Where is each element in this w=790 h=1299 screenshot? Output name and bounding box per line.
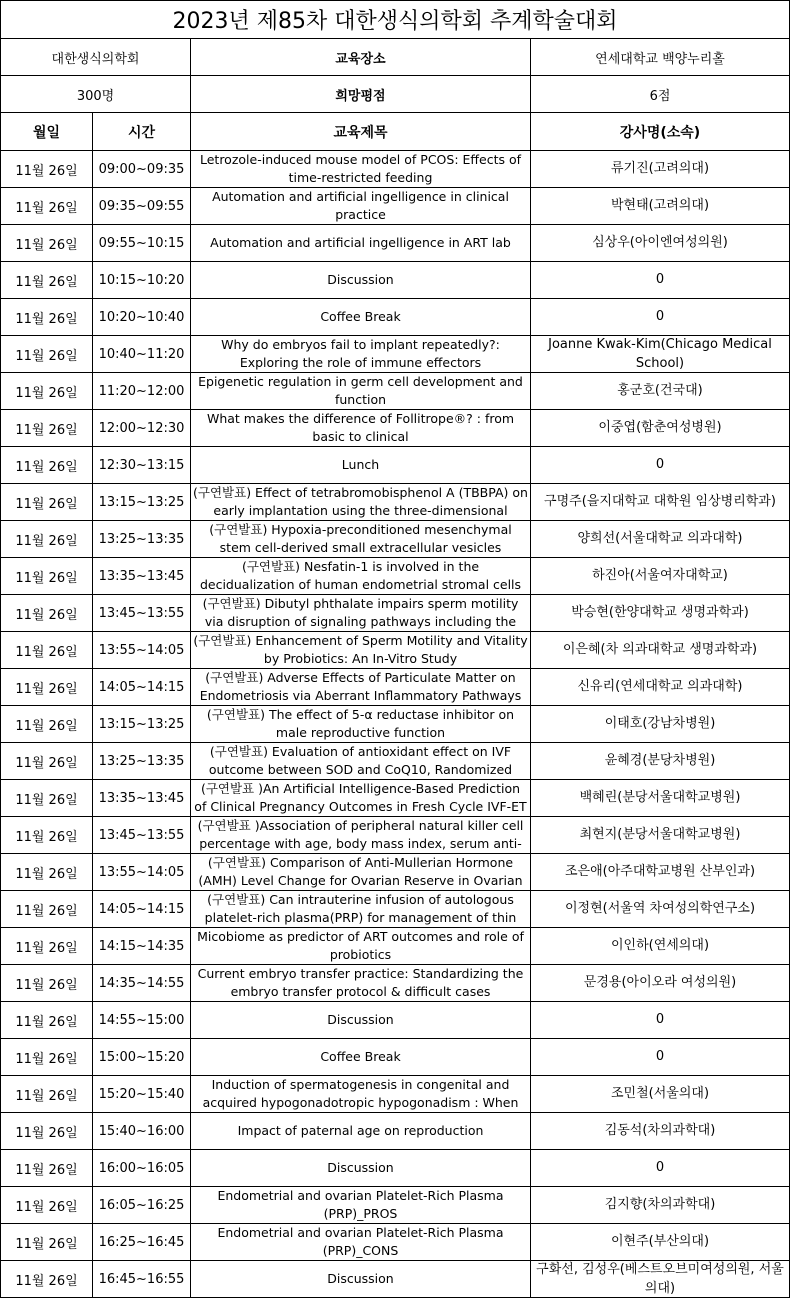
row-lecturer-text: 조민철(서울의대) (610, 1085, 710, 1101)
row-topic-text: Discussion (327, 271, 394, 287)
row-time: 15:40~16:00 (93, 1113, 191, 1150)
row-topic (191, 854, 531, 891)
row-topic-text: Epigenetic regulation in germ cell development and function (198, 374, 523, 408)
row-date: 11월 26일 (1, 447, 93, 484)
row-topic-text: Discussion (327, 1159, 394, 1175)
row-lecturer-text: 이인하(연세의대) (610, 937, 710, 953)
row-date: 11월 26일 (1, 521, 93, 558)
row-date: 11월 26일 (1, 669, 93, 706)
table-row (1, 1076, 790, 1113)
row-time: 10:15~10:20 (93, 262, 191, 299)
row-date: 11월 26일 (1, 1224, 93, 1261)
row-lecturer-text: 류기진(고려의대) (610, 160, 710, 176)
table-row (1, 262, 790, 299)
row-topic-text: Lunch (341, 456, 380, 472)
row-lecturer (531, 1187, 790, 1224)
row-date: 11월 26일 (1, 1076, 93, 1113)
row-lecturer (531, 262, 790, 299)
row-lecturer-text: 김지향(차의과학대) (604, 1196, 716, 1212)
row-lecturer (531, 188, 790, 225)
row-time: 15:20~15:40 (93, 1076, 191, 1113)
score-label: 희망평점 (191, 76, 531, 113)
row-time: 16:05~16:25 (93, 1187, 191, 1224)
row-lecturer-text: 최현지(분당서울대학교병원) (579, 826, 741, 842)
row-date: 11월 26일 (1, 1150, 93, 1187)
row-lecturer-text: 신유리(연세대학교 의과대학) (577, 678, 743, 694)
row-lecturer-text: 이중엽(함춘여성병원) (598, 419, 722, 435)
row-time: 10:40~11:20 (93, 336, 191, 373)
row-lecturer (531, 595, 790, 632)
table-row (1, 928, 790, 965)
capacity-value: 300명 (1, 76, 191, 113)
row-topic (191, 965, 531, 1002)
row-topic (191, 558, 531, 595)
table-row (1, 706, 790, 743)
row-date: 11월 26일 (1, 410, 93, 447)
row-time: 16:45~16:55 (93, 1261, 191, 1298)
table-row (1, 743, 790, 780)
row-lecturer (531, 854, 790, 891)
row-lecturer-text: 조은애(아주대학교병원 산부인과) (564, 863, 756, 879)
row-date: 11월 26일 (1, 1261, 93, 1298)
row-lecturer (531, 928, 790, 965)
table-row (1, 299, 790, 336)
row-lecturer (531, 1150, 790, 1187)
row-date: 11월 26일 (1, 854, 93, 891)
row-date: 11월 26일 (1, 891, 93, 928)
table-row (1, 484, 790, 521)
row-lecturer (531, 706, 790, 743)
row-time: 14:05~14:15 (93, 891, 191, 928)
row-topic (191, 669, 531, 706)
row-lecturer (531, 558, 790, 595)
table-row (1, 558, 790, 595)
row-topic-text: (구연발표) Hypoxia-preconditioned mesenchymal stem cell-derived small extracellular vesicles (209, 522, 512, 556)
row-topic-text: (구연발표) Dibutyl phthalate impairs sperm motility via disruption of signaling pathways including the (202, 596, 519, 630)
row-topic-text: (구연발표) Enhancement of Sperm Motility and Vitality by Probiotics: An In-Vitro Study (193, 633, 528, 667)
row-topic (191, 1113, 531, 1150)
row-topic-text: Why do embryos fail to implant repeatedly?: Exploring the role of immune effectors (221, 337, 500, 371)
row-time: 13:15~13:25 (93, 484, 191, 521)
row-time: 15:00~15:20 (93, 1039, 191, 1076)
row-time: 13:15~13:25 (93, 706, 191, 743)
row-topic-text: (구연발표) The effect of 5-α reductase inhibitor on male reproductive function (206, 707, 515, 741)
row-lecturer (531, 373, 790, 410)
table-row (1, 1150, 790, 1187)
row-topic (191, 1002, 531, 1039)
row-time: 14:15~14:35 (93, 928, 191, 965)
row-lecturer-text: 문경용(아이오라 여성의원) (583, 974, 737, 990)
row-lecturer (531, 891, 790, 928)
row-topic-text: Induction of spermatogenesis in congenital and acquired hypogonadotropic hypogonadism : When (202, 1077, 519, 1111)
row-lecturer-text: 윤혜경(분당차병원) (604, 752, 716, 768)
row-topic (191, 1150, 531, 1187)
row-date: 11월 26일 (1, 1113, 93, 1150)
table-row (1, 780, 790, 817)
row-time: 10:20~10:40 (93, 299, 191, 336)
row-time: 14:05~14:15 (93, 669, 191, 706)
row-lecturer (531, 1002, 790, 1039)
row-lecturer (531, 225, 790, 262)
row-topic-text: (구연발표) Evaluation of antioxidant effect on IVF outcome between SOD and CoQ10, Randomized (208, 744, 513, 778)
table-row (1, 1224, 790, 1261)
row-topic-text: (구연발표 )Association of peripheral natural killer cell percentage with age, body mass index, serum anti- (197, 818, 524, 852)
row-date: 11월 26일 (1, 262, 93, 299)
row-lecturer (531, 1261, 790, 1298)
row-topic-text: Discussion (327, 1270, 394, 1286)
row-lecturer (531, 743, 790, 780)
row-time: 12:00~12:30 (93, 410, 191, 447)
row-topic-text: (구연발표) Comparison of Anti-Mullerian Hormone (AMH) Level Change for Ovarian Reserve in Ovarian (198, 855, 523, 889)
row-topic (191, 780, 531, 817)
row-date: 11월 26일 (1, 1039, 93, 1076)
row-topic (191, 484, 531, 521)
row-lecturer-text: 0 (655, 1011, 665, 1027)
table-row (1, 817, 790, 854)
row-lecturer (531, 817, 790, 854)
row-lecturer-text: 0 (655, 271, 665, 287)
row-date: 11월 26일 (1, 965, 93, 1002)
table-row (1, 891, 790, 928)
row-topic (191, 928, 531, 965)
row-lecturer-text: 이현주(부산의대) (610, 1233, 710, 1249)
row-topic-text: Discussion (327, 1011, 394, 1027)
row-lecturer (531, 780, 790, 817)
table-row (1, 336, 790, 373)
column-header-lecturer: 강사명(소속) (531, 113, 790, 151)
organizer-value: 대한생식의학회 (1, 39, 191, 76)
row-topic (191, 447, 531, 484)
table-row (1, 632, 790, 669)
row-date: 11월 26일 (1, 928, 93, 965)
row-lecturer (531, 1224, 790, 1261)
row-time: 09:35~09:55 (93, 188, 191, 225)
row-topic-text: Letrozole-induced mouse model of PCOS: Effects of time-restricted feeding (199, 152, 522, 186)
row-topic-text: (구연발표) Can intrauterine infusion of autologous platelet-rich plasma(PRP) for management of thin (204, 892, 517, 926)
table-row (1, 1002, 790, 1039)
table-row (1, 669, 790, 706)
row-time: 14:35~14:55 (93, 965, 191, 1002)
row-date: 11월 26일 (1, 1187, 93, 1224)
column-header-time: 시간 (93, 113, 191, 151)
row-topic-text: Micobiome as predictor of ART outcomes and role of probiotics (197, 929, 524, 963)
row-date: 11월 26일 (1, 225, 93, 262)
row-time: 12:30~13:15 (93, 447, 191, 484)
row-lecturer (531, 299, 790, 336)
row-lecturer (531, 484, 790, 521)
table-row (1, 595, 790, 632)
row-topic (191, 262, 531, 299)
row-time: 13:35~13:45 (93, 558, 191, 595)
row-topic (191, 336, 531, 373)
row-lecturer-text: 박승현(한양대학교 생명과학과) (571, 604, 749, 620)
venue-value: 연세대학교 백양누리홀 (531, 39, 790, 76)
row-date: 11월 26일 (1, 780, 93, 817)
row-topic (191, 1261, 531, 1298)
column-header-topic: 교육제목 (191, 113, 531, 151)
row-topic-text: Automation and artificial ingelligence in clinical practice (212, 189, 509, 223)
row-lecturer (531, 151, 790, 188)
row-lecturer-text: Joanne Kwak-Kim(Chicago Medical School) (548, 337, 772, 371)
row-topic (191, 1039, 531, 1076)
row-date: 11월 26일 (1, 706, 93, 743)
row-topic-text: Current embryo transfer practice: Standardizing the embryo transfer protocol & difficult cases (197, 966, 524, 1000)
table-row (1, 188, 790, 225)
row-lecturer-text: 김동석(차의과학대) (604, 1122, 716, 1138)
row-topic-text: Coffee Break (320, 308, 401, 324)
row-topic-text: Impact of paternal age on reproduction (237, 1122, 484, 1138)
row-lecturer-text: 홍군호(건국대) (617, 382, 703, 398)
row-lecturer (531, 521, 790, 558)
row-lecturer (531, 410, 790, 447)
table-row (1, 1261, 790, 1298)
table-row (1, 225, 790, 262)
row-topic (191, 706, 531, 743)
row-lecturer-text: 이은혜(차 의과대학교 생명과학과) (562, 641, 758, 657)
row-topic (191, 188, 531, 225)
table-row (1, 410, 790, 447)
row-lecturer-text: 0 (655, 456, 665, 472)
row-date: 11월 26일 (1, 1002, 93, 1039)
page-title: 2023년 제85차 대한생식의학회 추계학술대회 (1, 1, 790, 39)
row-time: 16:25~16:45 (93, 1224, 191, 1261)
row-topic (191, 225, 531, 262)
row-lecturer (531, 1039, 790, 1076)
row-lecturer (531, 1113, 790, 1150)
row-lecturer (531, 965, 790, 1002)
row-date: 11월 26일 (1, 743, 93, 780)
row-time: 09:00~09:35 (93, 151, 191, 188)
row-time: 09:55~10:15 (93, 225, 191, 262)
row-topic-text: (구연발표 )An Artificial Intelligence-Based Prediction of Clinical Pregnancy Outcomes in Fresh Cycle IVF-ET (194, 781, 527, 815)
score-value: 6점 (531, 76, 790, 113)
row-topic-text: Automation and artificial ingelligence in ART lab (210, 234, 511, 250)
row-lecturer-text: 심상우(아이엔여성의원) (592, 234, 728, 250)
row-date: 11월 26일 (1, 299, 93, 336)
column-header-date: 월일 (1, 113, 93, 151)
row-topic-text: Coffee Break (320, 1048, 401, 1064)
row-topic (191, 632, 531, 669)
row-lecturer (531, 669, 790, 706)
row-topic (191, 891, 531, 928)
row-time: 13:45~13:55 (93, 595, 191, 632)
row-lecturer-text: 백혜린(분당서울대학교병원) (579, 789, 741, 805)
row-time: 13:55~14:05 (93, 632, 191, 669)
row-time: 13:35~13:45 (93, 780, 191, 817)
row-date: 11월 26일 (1, 336, 93, 373)
row-lecturer (531, 1076, 790, 1113)
row-date: 11월 26일 (1, 817, 93, 854)
row-topic-text: (구연발표) Nesfatin-1 is involved in the decidualization of human endometrial stromal cells (199, 559, 522, 593)
row-time: 13:25~13:35 (93, 521, 191, 558)
row-lecturer-text: 0 (655, 1048, 665, 1064)
row-lecturer (531, 336, 790, 373)
row-topic-text: (구연발표) Adverse Effects of Particulate Matter on Endometriosis via Aberrant Inflammatory Pathways (199, 670, 522, 704)
row-lecturer (531, 632, 790, 669)
row-lecturer-text: 0 (655, 1159, 665, 1175)
table-row (1, 1039, 790, 1076)
row-topic (191, 373, 531, 410)
row-time: 11:20~12:00 (93, 373, 191, 410)
row-topic (191, 299, 531, 336)
row-date: 11월 26일 (1, 373, 93, 410)
table-row (1, 854, 790, 891)
row-time: 16:00~16:05 (93, 1150, 191, 1187)
row-topic (191, 151, 531, 188)
row-date: 11월 26일 (1, 484, 93, 521)
row-date: 11월 26일 (1, 595, 93, 632)
row-lecturer-text: 0 (655, 308, 665, 324)
row-lecturer-text: 구명주(을지대학교 대학원 임상병리학과) (544, 493, 776, 509)
row-lecturer (531, 447, 790, 484)
row-topic-text: (구연발표) Effect of tetrabromobisphenol A (TBBPA) on early implantation using the three-dimensional (193, 485, 528, 519)
row-topic (191, 1187, 531, 1224)
row-time: 13:25~13:35 (93, 743, 191, 780)
row-topic-text: What makes the difference of Follitrope®? : from basic to clinical (206, 411, 515, 445)
table-row (1, 373, 790, 410)
row-lecturer-text: 이정현(서울역 차여성의학연구소) (564, 900, 756, 916)
row-date: 11월 26일 (1, 151, 93, 188)
row-lecturer-text: 이태호(강남차병원) (604, 715, 716, 731)
row-time: 14:55~15:00 (93, 1002, 191, 1039)
row-topic (191, 743, 531, 780)
table-row (1, 1187, 790, 1224)
row-topic (191, 1224, 531, 1261)
row-topic (191, 817, 531, 854)
row-topic (191, 595, 531, 632)
row-lecturer-text: 하진아(서울여자대학교) (592, 567, 728, 583)
row-topic (191, 1076, 531, 1113)
row-date: 11월 26일 (1, 632, 93, 669)
table-row (1, 965, 790, 1002)
row-time: 13:55~14:05 (93, 854, 191, 891)
row-lecturer-text: 양희선(서울대학교 의과대학) (577, 530, 743, 546)
row-date: 11월 26일 (1, 188, 93, 225)
table-row (1, 151, 790, 188)
row-topic (191, 521, 531, 558)
row-topic-text: Endometrial and ovarian Platelet-Rich Plasma (PRP)_PROS (217, 1188, 504, 1222)
table-row (1, 447, 790, 484)
row-time: 13:45~13:55 (93, 817, 191, 854)
row-lecturer-text: 구화선, 김성우(베스트오브미여성의원, 서울의대) (536, 1262, 784, 1296)
row-topic-text: Endometrial and ovarian Platelet-Rich Plasma (PRP)_CONS (217, 1225, 504, 1259)
row-date: 11월 26일 (1, 558, 93, 595)
table-row (1, 521, 790, 558)
row-lecturer-text: 박현태(고려의대) (610, 197, 710, 213)
venue-label: 교육장소 (191, 39, 531, 76)
table-row (1, 1113, 790, 1150)
row-topic (191, 410, 531, 447)
